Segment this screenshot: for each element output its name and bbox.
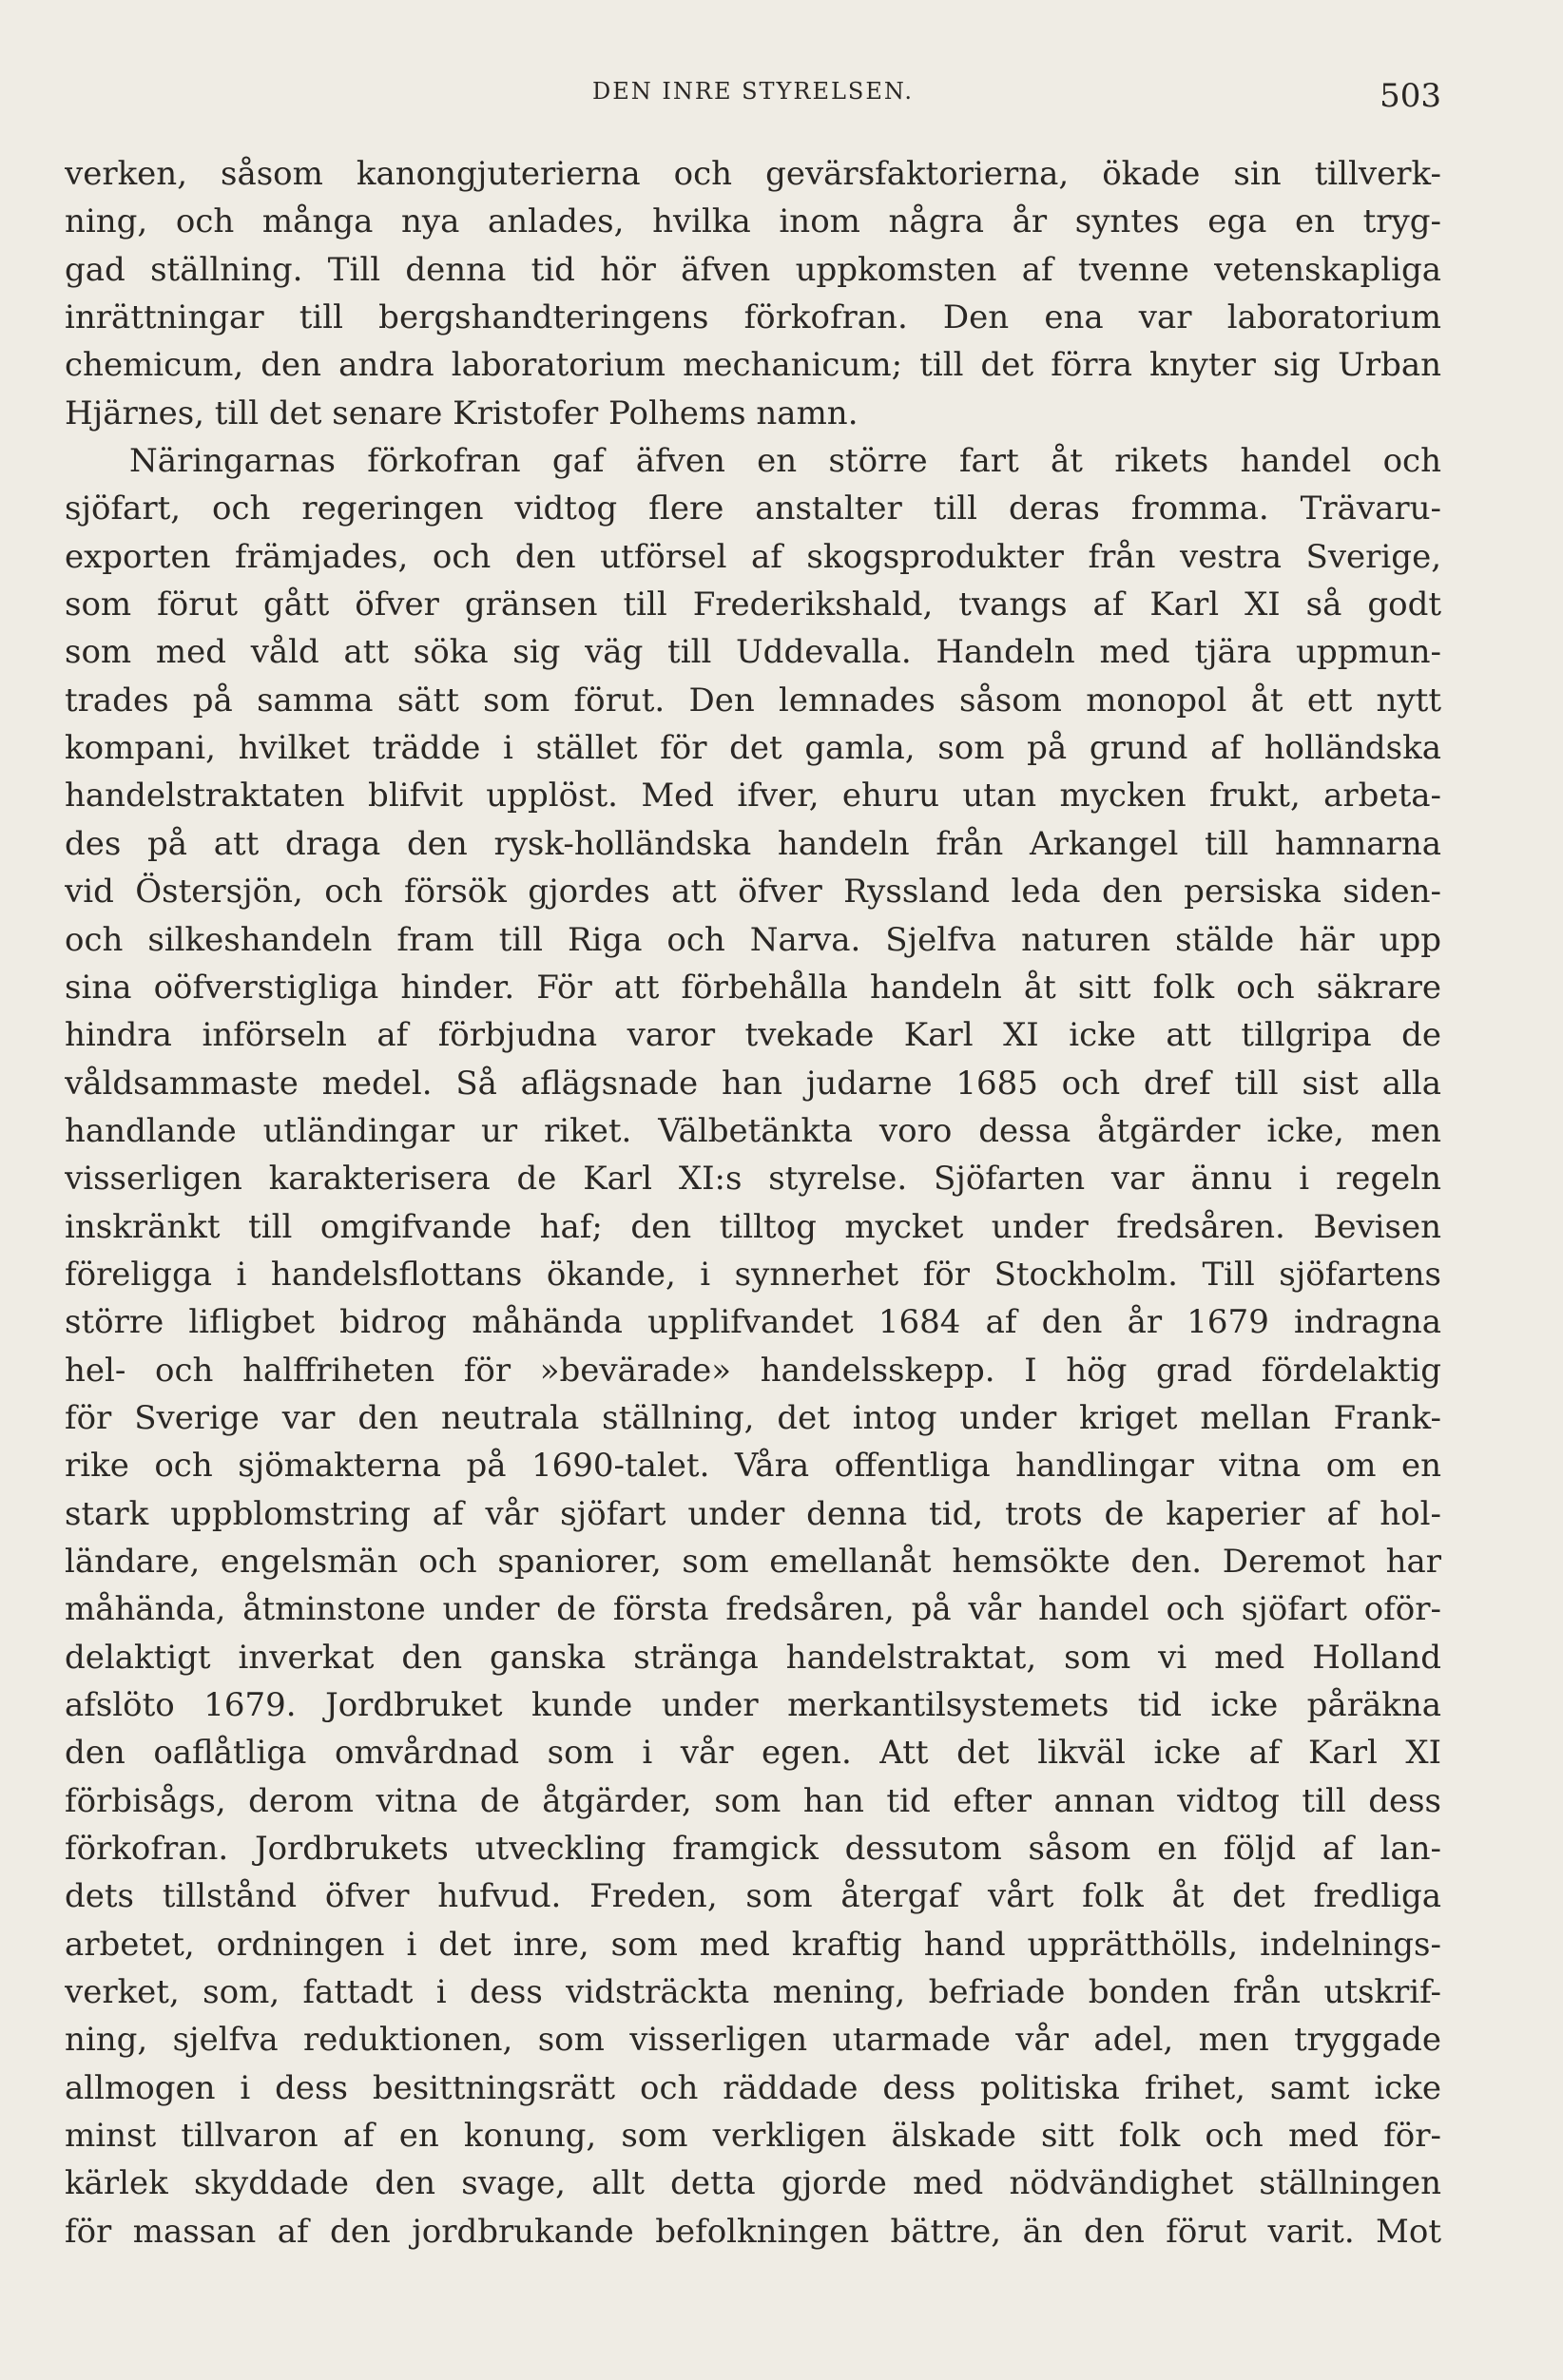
text-line: handelstraktaten blifvit upplöst. Med ifver, ehuru utan mycken frukt, arbeta-	[65, 777, 1441, 816]
text-line: för massan af den jordbrukande befolkningen bättre, än den förut varit. Mot	[65, 2212, 1441, 2251]
text-line: som förut gått öfver gränsen till Frederikshald, tvangs af Karl XI så godt	[65, 585, 1441, 624]
text-line: våldsammaste medel. Så aflägsnade han judarne 1685 och dref till sist alla	[65, 1064, 1441, 1103]
text-line: delaktigt inverkat den ganska stränga handelstraktat, som vi med Holland	[65, 1638, 1441, 1677]
text-line: förkofran. Jordbrukets utveckling framgick dessutom såsom en följd af lan-	[65, 1830, 1441, 1869]
text-line: ning, sjelfva reduktionen, som visserligen utarmade vår adel, men tryggade	[65, 2021, 1441, 2060]
text-line: afslöto 1679. Jordbruket kunde under merkantilsystemets tid icke påräkna	[65, 1686, 1441, 1724]
text-line: arbetet, ordningen i det inre, som med kraftig hand upprätthölls, indelnings-	[65, 1925, 1441, 1964]
text-line: des på att draga den rysk-holländska handeln från Arkangel till hamnarna	[65, 824, 1441, 863]
body-text	[65, 150, 1441, 2255]
text-line: visserligen karakterisera de Karl XI:s styrelse. Sjöfarten var ännu i regeln	[65, 1160, 1441, 1199]
text-line: allmogen i dess besittningsrätt och räddade dess politiska frihet, samt icke	[65, 2068, 1441, 2107]
text-line: inskränkt till omgifvande haf; den tilltog mycket under fredsåren. Bevisen	[65, 1207, 1441, 1246]
text-line: gad ställning. Till denna tid hör äfven uppkomsten af tvenne vetenskapliga	[65, 250, 1441, 289]
text-line: förbisågs, derom vitna de åtgärder, som han tid efter annan vidtog till dess	[65, 1781, 1441, 1820]
text-line: verket, som, fattadt i dess vidsträckta mening, befriade bonden från utskrif-	[65, 1973, 1441, 2012]
text-line: måhända, åtminstone under de första fredsåren, på vår handel och sjöfart oför-	[65, 1590, 1441, 1629]
running-head	[65, 76, 1441, 114]
text-line: hel- och halffriheten för »bevärade» handelsskepp. I hög grad fördelaktig	[65, 1351, 1441, 1390]
text-line: minst tillvaron af en konung, som verkligen älskade sitt folk och med för-	[65, 2117, 1441, 2156]
text-line: föreligga i handelsflottans ökande, i synnerhet för Stockholm. Till sjöfartens	[65, 1255, 1441, 1294]
running-title: DEN INRE STYRELSEN.	[592, 78, 914, 105]
text-line: sina oöfverstigliga hinder. För att förbehålla handeln åt sitt folk och säkrare	[65, 968, 1441, 1007]
text-line: sjöfart, och regeringen vidtog flere anstalter till deras fromma. Trävaru-	[65, 489, 1441, 528]
text-line: Hjärnes, till det senare Kristofer Polhems namn.	[65, 393, 859, 432]
page-number: 503	[1380, 77, 1441, 115]
text-line: och silkeshandeln fram till Riga och Narva. Sjelfva naturen stälde här upp	[65, 920, 1441, 959]
text-line: handlande utländingar ur riket. Välbetänkta voro dessa åtgärder icke, men	[65, 1111, 1441, 1150]
text-line: rike och sjömakterna på 1690-talet. Våra offentliga handlingar vitna om en	[65, 1447, 1441, 1486]
text-line: trades på samma sätt som förut. Den lemnades såsom monopol åt ett nytt	[65, 681, 1441, 720]
text-line: dets tillstånd öfver hufvud. Freden, som återgaf vårt folk åt det fredliga	[65, 1877, 1441, 1916]
text-line: hindra införseln af förbjudna varor tvekade Karl XI icke att tillgripa de	[65, 1016, 1441, 1055]
text-line: kompani, hvilket trädde i stället för det gamla, som på grund af holländska	[65, 729, 1441, 768]
text-line: Näringarnas förkofran gaf äfven en större fart åt rikets handel och	[129, 442, 1441, 481]
text-line: verken, såsom kanongjuterierna och gevärsfaktorierna, ökade sin tillverk-	[65, 155, 1441, 193]
text-line: kärlek skyddade den svage, allt detta gjorde med nödvändighet ställningen	[65, 2164, 1441, 2203]
text-line: vid Östersjön, och försök gjordes att öfver Ryssland leda den persiska siden-	[65, 873, 1441, 912]
text-line: som med våld att söka sig väg till Uddevalla. Handeln med tjära uppmun-	[65, 633, 1441, 672]
text-line: chemicum, den andra laboratorium mechanicum; till det förra knyter sig Urban	[65, 346, 1441, 385]
text-line: ländare, engelsmän och spaniorer, som emellanåt hemsökte den. Deremot har	[65, 1542, 1441, 1581]
text-line: för Sverige var den neutrala ställning, det intog under kriget mellan Frank-	[65, 1398, 1441, 1437]
text-line: exporten främjades, och den utförsel af skogsprodukter från vestra Sverige,	[65, 537, 1441, 576]
text-line: större lifligbet bidrog måhända upplifvandet 1684 af den år 1679 indragna	[65, 1303, 1441, 1342]
text-line: stark uppblomstring af vår sjöfart under denna tid, trots de kaperier af hol-	[65, 1494, 1441, 1533]
text-line: inrättningar till bergshandteringens förkofran. Den ena var laboratorium	[65, 298, 1441, 337]
text-line: den oaflåtliga omvårdnad som i vår egen. Att det likväl icke af Karl XI	[65, 1734, 1441, 1773]
text-line: ning, och många nya anlades, hvilka inom några år syntes ega en tryg-	[65, 202, 1441, 241]
